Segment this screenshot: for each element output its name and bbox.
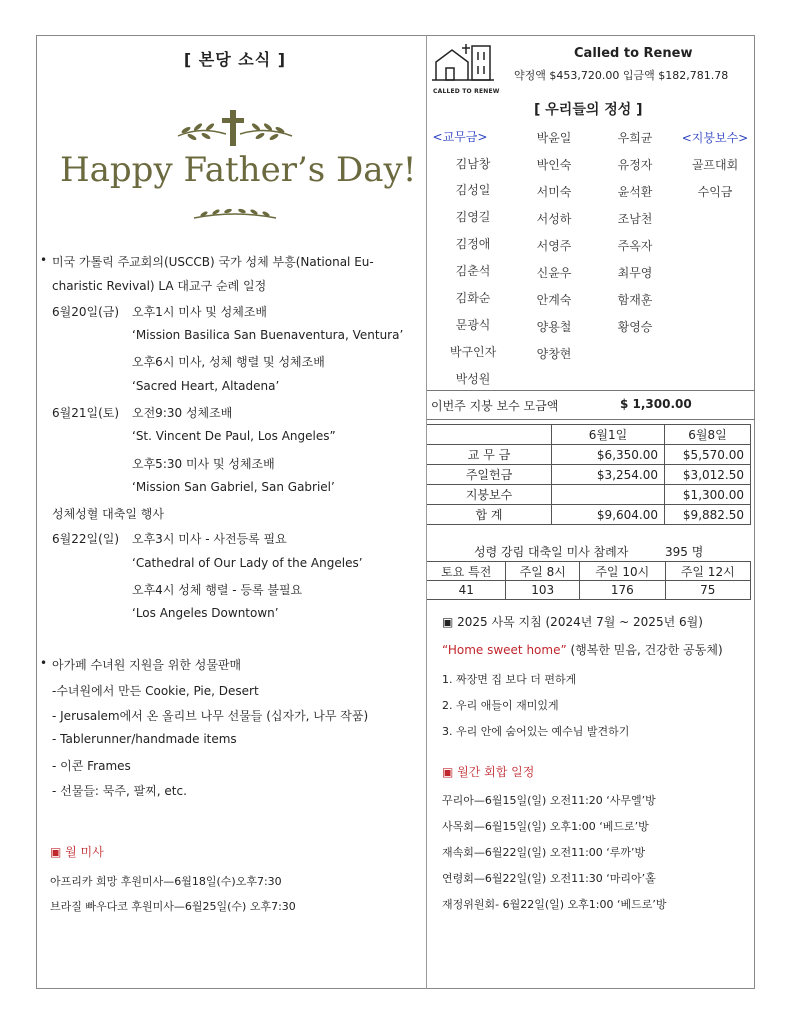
paid-label: 입금액 <box>622 69 655 82</box>
motto-line <box>442 641 723 658</box>
table-row <box>427 562 751 581</box>
table-row <box>427 425 751 445</box>
schedule-text: ‘Cathedral of Our Lady of the Angeles’ <box>132 556 363 570</box>
table-cell: 지붕보수 <box>427 485 552 505</box>
table-cell: $9,882.50 <box>665 505 751 525</box>
meetings-heading: ▣ 월간 회합 일정 <box>442 765 535 779</box>
schedule-text: 오후1시 미사 및 성체조배 <box>132 305 267 319</box>
donor-name: 주옥자 <box>617 239 653 253</box>
schedule-text: ‘Mission Basilica San Buenaventura, Ventura’ <box>132 328 404 342</box>
laurel-ornament-icon <box>190 206 280 224</box>
schedule-date: 6월20일(금) <box>52 305 120 319</box>
table-cell: $9,604.00 <box>552 505 665 525</box>
pledge-value: $453,720.00 <box>549 69 620 82</box>
meeting-item: 사목회—6월15일(일) 오후1:00 ‘베드로’방 <box>442 820 649 833</box>
table-header: 토요 특전 <box>427 562 506 581</box>
donor-name: 황영승 <box>617 320 653 334</box>
donor-name: 박윤일 <box>536 131 572 145</box>
donor-name: 윤석환 <box>617 185 653 199</box>
donor-name: 골프대회 <box>691 158 739 172</box>
donor-name: 김정애 <box>455 237 491 251</box>
donor-name: 유정자 <box>617 158 653 172</box>
attendance-table <box>427 561 751 600</box>
donor-name: 박구인자 <box>449 345 497 359</box>
donor-name: 우희균 <box>617 131 653 145</box>
sale-item: - 선물들: 묵주, 팔찌, etc. <box>52 784 187 798</box>
donor-name: 김화순 <box>455 291 491 305</box>
eucharist-heading-1: 미국 가톨릭 주교회의(USCCB) 국가 성체 부흥(National Eu- <box>52 255 374 269</box>
table-cell: $3,254.00 <box>552 465 665 485</box>
table-cell: 주일헌금 <box>427 465 552 485</box>
table-header: 6월8일 <box>665 425 751 445</box>
table-row <box>427 581 751 600</box>
donor-name: 안계숙 <box>536 293 572 307</box>
monthly-mass-heading: ▣ 월 미사 <box>50 845 104 859</box>
table-cell: $3,012.50 <box>665 465 751 485</box>
donor-name: 서영주 <box>536 239 572 253</box>
church-logo-icon <box>432 40 496 88</box>
eucharist-heading-2: charistic Revival) LA 대교구 순례 일정 <box>52 279 267 293</box>
table-row <box>427 505 751 525</box>
donor-name: 수익금 <box>697 185 733 199</box>
table-header: 주일 10시 <box>580 562 665 581</box>
schedule-text: 오후6시 미사, 성체 행렬 및 성체조배 <box>132 355 325 369</box>
schedule-text: 오후3시 미사 - 사전등록 필요 <box>132 532 287 546</box>
donor-name: 문광식 <box>455 318 491 332</box>
table-cell: $1,300.00 <box>665 485 751 505</box>
roof-fund-label: 이번주 지붕 보수 모금액 <box>431 399 559 413</box>
schedule-text: 오후5:30 미사 및 성체조배 <box>132 457 275 471</box>
schedule-date: 성체성혈 대축일 행사 <box>52 507 164 521</box>
donor-name: 김남창 <box>455 157 491 171</box>
schedule-text: 오전9:30 성체조배 <box>132 406 233 420</box>
donor-name: 양용철 <box>536 320 572 334</box>
donor-name: 박인숙 <box>536 158 572 172</box>
donor-name: 양창현 <box>536 347 572 361</box>
table-cell: $5,570.00 <box>665 445 751 465</box>
table-cell: 41 <box>427 581 506 600</box>
sale-item: - Jerusalem에서 온 올리브 나무 선물들 (십자가, 나무 작품) <box>52 709 369 723</box>
guideline-item: 3. 우리 안에 숨어있는 예수님 발견하기 <box>442 725 630 738</box>
monthly-mass-item: 아프리카 희망 후원미사—6월18일(수)오후7:30 <box>50 875 282 888</box>
motto-rest: (행복한 믿음, 건강한 공동체) <box>566 643 723 657</box>
pledge-summary <box>514 67 728 83</box>
donor-name: 조남천 <box>617 212 653 226</box>
table-cell: $6,350.00 <box>552 445 665 465</box>
donor-name: 김성일 <box>455 183 491 197</box>
schedule-text: ‘Sacred Heart, Altadena’ <box>132 379 280 393</box>
meeting-item: 꾸리아—6월15일(일) 오전11:20 ‘사무엘’방 <box>442 794 656 807</box>
donor-name: 서미숙 <box>536 185 572 199</box>
table-cell: 합 계 <box>427 505 552 525</box>
left-section-title: [ 본당 소식 ] <box>183 50 287 69</box>
table-cell: 103 <box>506 581 580 600</box>
table-cell: 75 <box>665 581 751 600</box>
section-rule <box>427 419 755 420</box>
table-row <box>427 465 751 485</box>
schedule-date: 6월21일(토) <box>52 406 120 420</box>
donor-name: 김영길 <box>455 210 491 224</box>
cross-laurel-icon <box>170 108 300 150</box>
roof-repair-header: <지붕보수> <box>681 131 749 145</box>
meeting-item: 연령회—6월22일(일) 오전11:30 ‘마리아’홀 <box>442 872 656 885</box>
bullet-icon: • <box>40 656 48 670</box>
sale-item: -수녀원에서 만든 Cookie, Pie, Desert <box>52 684 259 698</box>
table-cell <box>427 425 552 445</box>
table-cell <box>552 485 665 505</box>
donor-name: 최무영 <box>617 266 653 280</box>
schedule-text: ‘St. Vincent De Paul, Los Angeles” <box>132 429 336 443</box>
tithe-header: <교무금> <box>432 130 488 144</box>
sale-heading: 아가페 수녀원 지원을 위한 성물판매 <box>52 658 242 672</box>
table-header: 주일 8시 <box>506 562 580 581</box>
donor-name: 함재훈 <box>617 293 653 307</box>
guideline-heading: ▣ 2025 사목 지침 (2024년 7월 ~ 2025년 6월) <box>442 615 703 629</box>
table-header: 6월1일 <box>552 425 665 445</box>
paid-value: $182,781.78 <box>658 69 729 82</box>
logo-caption: CALLED TO RENEW <box>433 88 500 95</box>
offering-title: [ 우리들의 정성 ] <box>534 102 643 118</box>
table-row <box>427 445 751 465</box>
meeting-item: 재정위원회- 6월22일(일) 오후1:00 ‘베드로’방 <box>442 898 667 911</box>
monthly-mass-item: 브라질 빠우다코 후원미사—6월25일(수) 오후7:30 <box>50 900 296 913</box>
fathers-day-banner: Happy Father’s Day! <box>60 150 417 190</box>
pledge-label: 약정액 <box>514 69 546 82</box>
meeting-item: 재속회—6월22일(일) 오전11:00 ‘루까’방 <box>442 846 646 859</box>
schedule-text: ‘Los Angeles Downtown’ <box>132 606 279 620</box>
sale-item: - Tablerunner/handmade items <box>52 732 237 746</box>
donor-name: 김춘석 <box>455 264 491 278</box>
schedule-text: ‘Mission San Gabriel, San Gabriel’ <box>132 480 335 494</box>
table-cell: 교 무 금 <box>427 445 552 465</box>
renew-title: Called to Renew <box>574 46 693 61</box>
guideline-item: 1. 짜장면 집 보다 더 편하게 <box>442 673 577 686</box>
motto-quote: “Home sweet home” <box>442 643 567 657</box>
table-cell: 176 <box>580 581 665 600</box>
sale-item: - 이콘 Frames <box>52 759 131 773</box>
donor-name: 서성하 <box>536 212 572 226</box>
attendance-total: 395 명 <box>665 545 704 559</box>
finance-table <box>427 424 751 525</box>
attendance-title: 성령 강림 대축일 미사 참례자 <box>474 545 629 559</box>
donor-name: 신윤우 <box>536 266 572 280</box>
schedule-date: 6월22일(일) <box>52 532 120 546</box>
guideline-item: 2. 우리 애들이 재미있게 <box>442 699 559 712</box>
table-header: 주일 12시 <box>665 562 751 581</box>
bullet-icon: • <box>40 253 48 267</box>
schedule-text: 오후4시 성체 행렬 - 등록 불필요 <box>132 583 303 597</box>
section-rule <box>427 390 755 391</box>
table-row <box>427 485 751 505</box>
donor-name: 박성원 <box>455 372 491 386</box>
roof-fund-value: $ 1,300.00 <box>620 397 692 411</box>
